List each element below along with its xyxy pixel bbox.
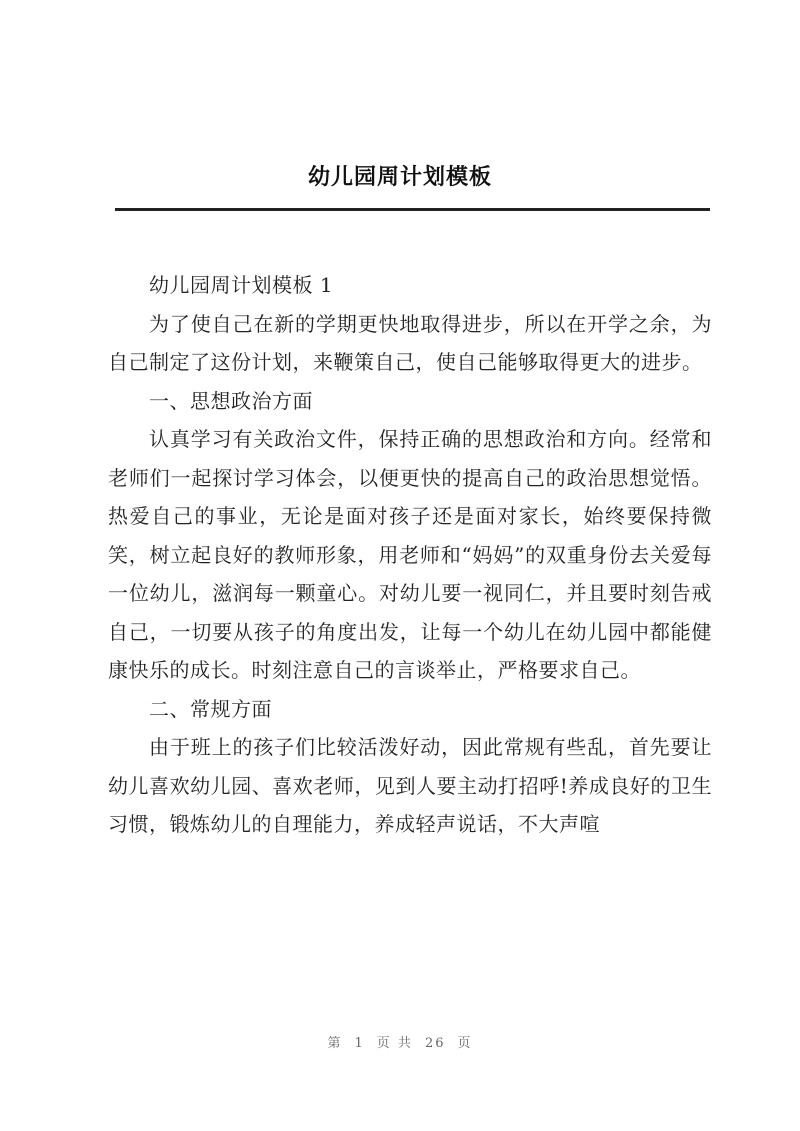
title-divider <box>115 208 710 211</box>
section-heading-political: 一、思想政治方面 <box>149 388 313 413</box>
section-heading-routine: 二、常规方面 <box>149 696 272 721</box>
political-paragraph: 认真学习有关政治文件，保持正确的思想政治和方向。经常和老师们一起探讨学习体会，以便更快的提高自己的政治思想觉悟。热爱自己的事业，无论是面对孩子还是面对家长，始终要保持微笑，树立起良好的教师形象，用老师和“妈妈”的双重身份去关爱每一位幼儿，滋润每一颗童心。对幼儿要一视同仁，并且要时刻告戒自己，一切要从孩子的角度出发，让每一个幼儿在幼儿园中都能健康快乐的成长。时刻注意自己的言谈举止，严格要求自己。 <box>108 427 712 682</box>
section-heading-1: 幼儿园周计划模板 1 <box>149 273 334 297</box>
footer-page-number: 1 <box>354 1036 365 1051</box>
footer-total-pages: 26 <box>424 1036 446 1051</box>
page-footer <box>0 1032 800 1051</box>
intro-paragraph: 为了使自己在新的学期更快地取得进步，所以在开学之余，为自己制定了这份计划，来鞭策自己，使自己能够取得更大的进步。 <box>108 311 712 374</box>
footer-prefix: 第 <box>327 1036 343 1051</box>
footer-suffix: 页 <box>457 1036 473 1051</box>
routine-paragraph: 由于班上的孩子们比较活泼好动，因此常规有些乱，首先要让幼儿喜欢幼儿园、喜欢老师，见到人要主动打招呼!养成良好的卫生习惯，锻炼幼儿的自理能力，养成轻声说话，不大声喧 <box>108 735 712 836</box>
document-title: 幼儿园周计划模板 <box>307 165 492 190</box>
footer-middle: 页 共 <box>376 1036 413 1051</box>
document-body <box>108 266 712 844</box>
